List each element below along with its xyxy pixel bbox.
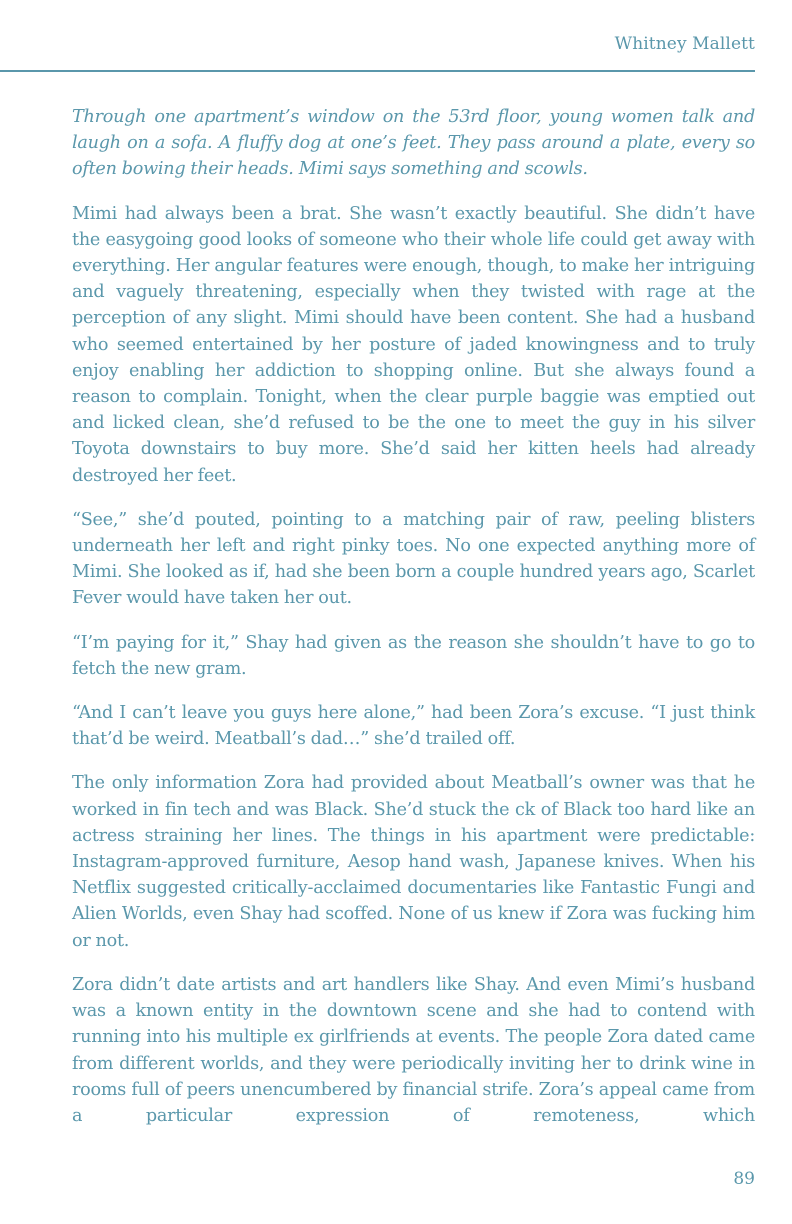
- intro-paragraph: Through one apartment’s window on the 53rd floor, young women talk and laugh on a sofa. A fluffy dog at one’s feet. They pass around a plate, every so often bowing their heads. Mimi says something and scowls.: [72, 107, 755, 180]
- running-head-author: Whitney Mallett: [614, 34, 755, 54]
- body-text: [72, 104, 755, 1129]
- paragraph: “And I can’t leave you guys here alone,” had been Zora’s excuse. “I just think that’d be weird. Meatball’s dad…” she’d trailed off.: [72, 703, 755, 750]
- paragraph: Mimi had always been a brat. She wasn’t exactly beautiful. She didn’t have the easygoing good looks of someone who their whole life could get away with everything. Her angular features were enough, though, to make her intriguing and vaguely threatening, especially when they twisted with rage at the perception of any slight. Mimi should have been content. She had a husband who seemed entertained by her posture of jaded knowingness and to truly enjoy enabling her addiction to shopping online. But she always found a reason to complain. Tonight, when the clear purple baggie was emptied out and licked clean, she’d refused to be the one to meet the guy in his silver Toyota downstairs to buy more. She’d said her kitten heels had already destroyed her feet.: [72, 203, 755, 486]
- page-header: [0, 0, 755, 72]
- paragraph: The only information Zora had provided about Meatball’s owner was that he worked in fin tech and was Black. She’d stuck the ck of Black too hard like an actress straining her lines. The things in his apartment were predictable: Instagram-approved furniture, Aesop hand wash, Japanese knives. When his Netflix suggested critically-acclaimed documentaries like Fantastic Fungi and Alien Worlds, even Shay had scoffed. None of us knew if Zora was fucking him or not.: [72, 773, 755, 951]
- page-number: 89: [733, 1169, 755, 1189]
- paragraph: Zora didn’t date artists and art handlers like Shay. And even Mimi’s husband was a known entity in the downtown scene and she had to contend with running into his multiple ex girlfriends at events. The people Zora dated came from different worlds, and they were periodically inviting her to drink wine in rooms full of peers unencumbered by financial strife. Zora’s appeal came from a particular expression of remoteness, which: [72, 974, 755, 1126]
- paragraph: “I’m paying for it,” Shay had given as the reason she shouldn’t have to go to fetch the new gram.: [72, 632, 755, 679]
- paragraph: “See,” she’d pouted, pointing to a matching pair of raw, peeling blisters underneath her left and right pinky toes. No one expected anything more of Mimi. She looked as if, had she been born a couple hundred years ago, Scarlet Fever would have taken her out.: [72, 509, 755, 609]
